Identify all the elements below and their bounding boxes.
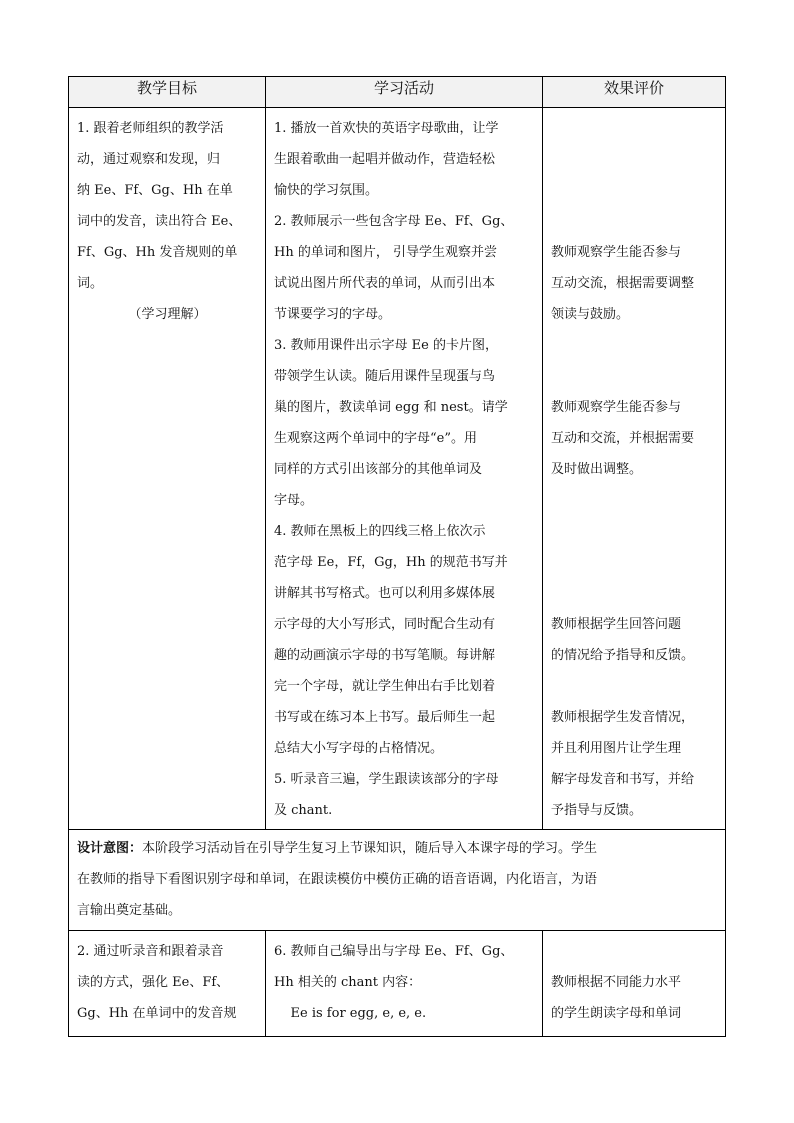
goal-category-label: （学习理解） bbox=[128, 307, 207, 322]
activity-line: 书写或在练习本上书写。最后师生一起 bbox=[274, 710, 496, 725]
activity-line: 趣的动画演示字母的书写笔顺。每讲解 bbox=[274, 648, 496, 663]
design-line-0: 本阶段学习活动旨在引导学生复习上节课知识，随后导入本课字母的学习。学生 bbox=[142, 841, 598, 856]
goal-line: 1. 跟着老师组织的教学活 bbox=[77, 121, 224, 136]
activity-line: 巢的图片，教读单词 egg 和 nest。请学 bbox=[274, 400, 508, 415]
design-line-1: 在教师的指导下看图识别字母和单词，在跟读模仿中模仿正确的语音语调，内化语言，为语 bbox=[77, 872, 598, 887]
goal-text-1 bbox=[69, 108, 265, 330]
evaluation-line: 的情况给予指导和反馈。 bbox=[551, 648, 695, 663]
evaluation-line: 予指导与反馈。 bbox=[551, 803, 643, 818]
evaluation-line bbox=[551, 547, 718, 578]
activity-line: 2. 教师展示一些包含字母 Ee、Ff、Gg、 bbox=[274, 214, 514, 229]
evaluation-line: 领读与鼓励。 bbox=[551, 307, 630, 322]
evaluation-line: 教师根据不同能力水平 bbox=[551, 975, 682, 990]
design-intent-row bbox=[69, 830, 726, 931]
activity-line: 范字母 Ee，Ff，Gg，Hh 的规范书写并 bbox=[274, 555, 508, 570]
evaluation-line bbox=[551, 361, 718, 392]
header-teaching-goals: 教学目标 bbox=[69, 77, 266, 108]
activity-line: 示字母的大小写形式，同时配合生动有 bbox=[274, 617, 496, 632]
activity-line: 5. 听录音三遍，学生跟读该部分的字母 bbox=[274, 772, 499, 787]
design-intent-text bbox=[69, 830, 725, 930]
evaluation-line: 解字母发音和书写，并给 bbox=[551, 772, 695, 787]
activity-line: 总结大小写字母的占格情况。 bbox=[274, 741, 444, 756]
activity-line: 6. 教师自己编导出与字母 Ee、Ff、Gg、 bbox=[274, 944, 514, 959]
activity-line: Ee is for egg, e, e, e. bbox=[274, 1006, 427, 1021]
activity-line: 1. 播放一首欢快的英语字母歌曲，让学 bbox=[274, 121, 499, 136]
activity-line: 及 chant. bbox=[274, 803, 333, 818]
activity-line: 愉快的学习氛围。 bbox=[274, 183, 379, 198]
design-line-2: 言输出奠定基础。 bbox=[77, 903, 182, 918]
evaluation-line bbox=[551, 671, 718, 702]
goal-line: 动，通过观察和发现，归 bbox=[77, 152, 221, 167]
evaluation-line: 教师观察学生能否参与 bbox=[551, 245, 682, 260]
activity-line: Hh 的单词和图片， 引导学生观察并尝 bbox=[274, 245, 497, 260]
activity-line: 字母。 bbox=[274, 493, 314, 508]
goal-line: 读的方式，强化 Ee、Ff、 bbox=[77, 975, 230, 990]
evaluation-line bbox=[551, 578, 718, 609]
evaluation-line: 教师根据学生回答问题 bbox=[551, 617, 682, 632]
goal-cell-1 bbox=[69, 108, 266, 830]
evaluation-text-2 bbox=[543, 931, 725, 1029]
evaluation-line bbox=[551, 144, 718, 175]
activity-line: 节课要学习的字母。 bbox=[274, 307, 392, 322]
activity-line: 同样的方式引出该部分的其他单词及 bbox=[274, 462, 483, 477]
goal-cell-2 bbox=[69, 931, 266, 1037]
table-row-2 bbox=[69, 931, 726, 1037]
activity-text-2 bbox=[266, 931, 542, 1029]
design-intent-label: 设计意图： bbox=[77, 841, 143, 856]
evaluation-text-1 bbox=[543, 108, 725, 826]
activity-line: 讲解其书写格式。也可以利用多媒体展 bbox=[274, 586, 496, 601]
evaluation-line bbox=[551, 113, 718, 144]
activity-line: 生跟着歌曲一起唱并做动作，营造轻松 bbox=[274, 152, 496, 167]
evaluation-line bbox=[551, 175, 718, 206]
evaluation-line: 教师根据学生发音情况， bbox=[551, 710, 695, 725]
goal-line: 词。 bbox=[77, 276, 104, 291]
goal-line: Gg、Hh 在单词中的发音规 bbox=[77, 1006, 237, 1021]
evaluation-line: 教师观察学生能否参与 bbox=[551, 400, 682, 415]
activity-line: 3. 教师用课件出示字母 Ee 的卡片图， bbox=[274, 338, 498, 353]
evaluation-line bbox=[551, 516, 718, 547]
evaluation-cell-2 bbox=[543, 931, 726, 1037]
activity-line: 完一个字母，就让学生伸出右手比划着 bbox=[274, 679, 496, 694]
activity-line: Hh 相关的 chant 内容： bbox=[274, 975, 422, 990]
goal-line: Ff、Gg、Hh 发音规则的单 bbox=[77, 245, 238, 260]
evaluation-line: 互动交流，根据需要调整 bbox=[551, 276, 695, 291]
goal-line: 纳 Ee、Ff、Gg、Hh 在单 bbox=[77, 183, 233, 198]
evaluation-line bbox=[551, 330, 718, 361]
table-header-row bbox=[69, 77, 726, 108]
activity-line: 试说出图片所代表的单词，从而引出本 bbox=[274, 276, 496, 291]
activity-cell-2 bbox=[266, 931, 543, 1037]
evaluation-line: 并且利用图片让学生理 bbox=[551, 741, 682, 756]
activity-text-1 bbox=[266, 108, 542, 826]
activity-line: 4. 教师在黑板上的四线三格上依次示 bbox=[274, 524, 486, 539]
goal-line: 2. 通过听录音和跟着录音 bbox=[77, 944, 224, 959]
header-learning-activities: 学习活动 bbox=[266, 77, 543, 108]
evaluation-line: 的学生朗读字母和单词 bbox=[551, 1006, 682, 1021]
evaluation-line bbox=[551, 206, 718, 237]
activity-line: 带领学生认读。随后用课件呈现蛋与鸟 bbox=[274, 369, 496, 384]
header-evaluation: 效果评价 bbox=[543, 77, 726, 108]
design-intent-cell bbox=[69, 830, 726, 931]
evaluation-line: 互动和交流，并根据需要 bbox=[551, 431, 695, 446]
evaluation-line: 及时做出调整。 bbox=[551, 462, 643, 477]
evaluation-line bbox=[551, 485, 718, 516]
table-row-1 bbox=[69, 108, 726, 830]
goal-line: 词中的发音，读出符合 Ee、 bbox=[77, 214, 242, 229]
activity-cell-1 bbox=[266, 108, 543, 830]
lesson-plan-table bbox=[68, 76, 726, 1037]
evaluation-cell-1 bbox=[543, 108, 726, 830]
goal-text-2 bbox=[69, 931, 265, 1029]
evaluation-line bbox=[551, 936, 718, 967]
activity-line: 生观察这两个单词中的字母“e”。用 bbox=[274, 431, 477, 446]
